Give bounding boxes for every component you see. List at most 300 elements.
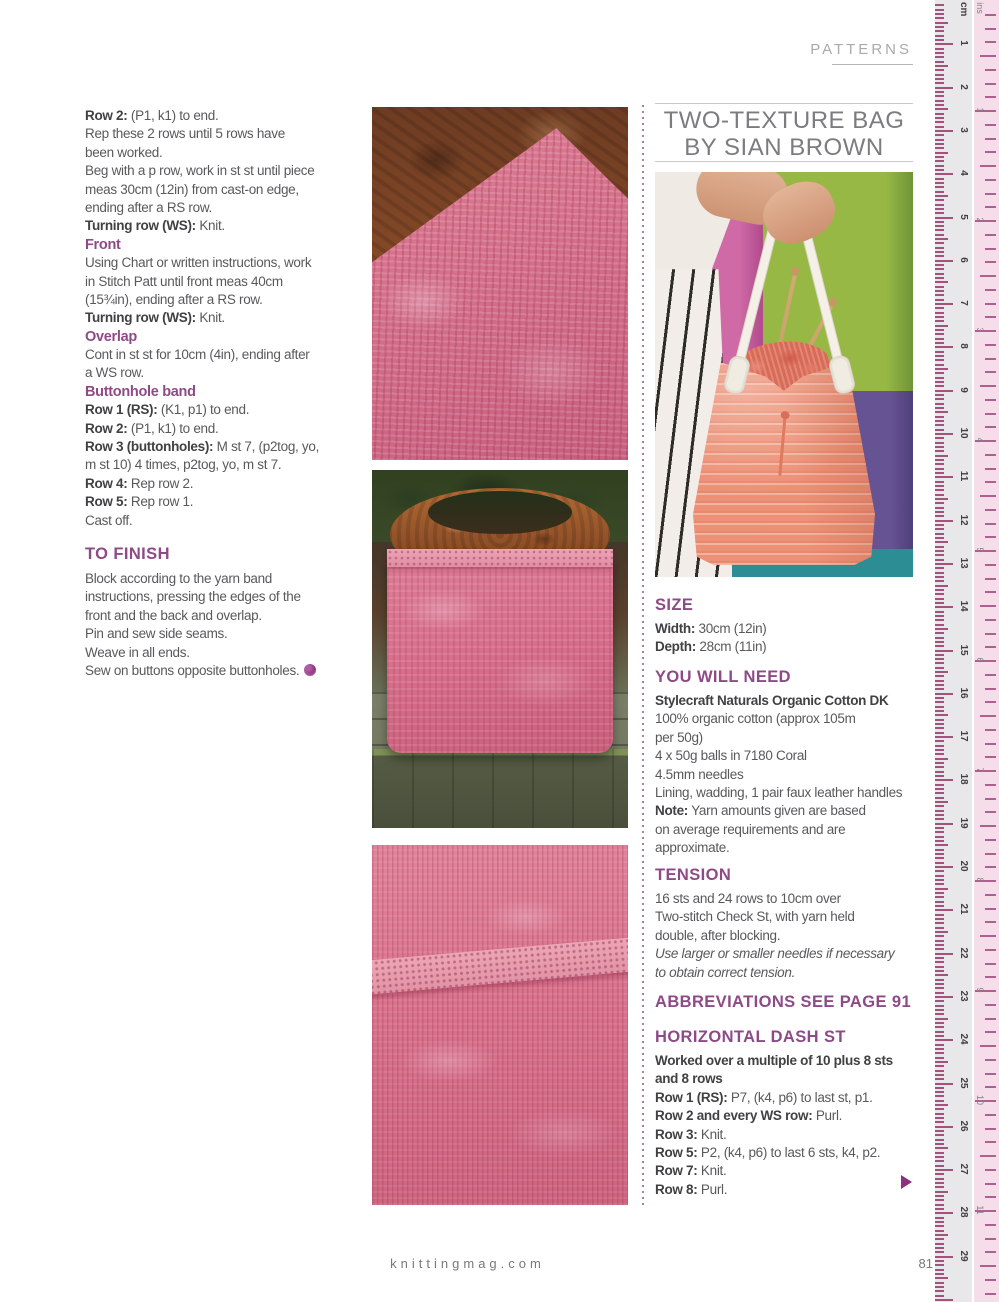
text-line: Stylecraft Naturals Organic Cotton DK	[655, 693, 889, 708]
ruler-cm-number: 29	[958, 1250, 969, 1262]
ruler-tick	[935, 165, 944, 167]
text-line: Two-stitch Check St, with yarn held	[655, 909, 855, 925]
ruler-tick	[935, 1022, 944, 1024]
ruler-dash	[985, 578, 996, 580]
ruler-tick	[935, 688, 944, 690]
ruler-tick	[935, 242, 944, 244]
ruler-inch-label: ins	[975, 2, 985, 14]
ruler-inch-number: 4	[975, 437, 985, 443]
ruler-tick	[935, 753, 944, 755]
ruler-cm-number: 12	[958, 514, 969, 526]
ruler-dash	[985, 193, 996, 195]
ruler-dash	[985, 151, 996, 153]
ruler-tick	[935, 931, 948, 933]
ruler-cm-number: 6	[958, 257, 969, 263]
text-line: and 8 rows	[655, 1071, 723, 1087]
ruler-tick	[935, 186, 944, 188]
abbreviations-section	[655, 993, 927, 1017]
ruler-tick	[935, 896, 944, 898]
ruler-dash	[985, 1238, 996, 1240]
ruler-dash	[985, 1293, 996, 1295]
ruler-tick	[935, 104, 944, 106]
ruler-dash	[985, 413, 996, 415]
ruler-dash	[985, 371, 996, 373]
section-label-rule	[832, 64, 913, 65]
ruler-tick	[935, 935, 944, 937]
ruler-tick	[935, 277, 944, 279]
ruler-cm-number: 21	[958, 903, 969, 915]
ruler-tick	[935, 1230, 944, 1232]
ruler-tick	[935, 455, 948, 457]
text-line: Pin and sew side seams.	[85, 626, 228, 642]
ruler-tick	[935, 710, 944, 712]
ruler-tick	[935, 364, 944, 366]
ruler-tick	[935, 39, 944, 41]
ruler-tick	[935, 442, 944, 444]
ruler-tick	[935, 849, 944, 851]
ruler-dash	[985, 976, 996, 978]
ruler-tick	[935, 1165, 944, 1167]
ruler-tick	[935, 602, 944, 604]
ruler-cm-number: 14	[958, 600, 969, 612]
ruler-tick	[935, 762, 944, 764]
ruler-tick	[935, 1225, 944, 1227]
ruler-tick	[935, 312, 944, 314]
ruler-inch-number: 3	[975, 327, 985, 333]
ruler-tick	[935, 113, 944, 115]
ruler-dash	[985, 41, 996, 43]
ruler-tick	[935, 996, 953, 998]
ruler-tick	[935, 853, 944, 855]
text-line: front and the back and overlap.	[85, 607, 262, 623]
ruler-tick	[935, 255, 944, 257]
ruler-tick	[935, 870, 944, 872]
ruler-tick	[935, 901, 944, 903]
ruler-dash	[985, 426, 996, 428]
ruler-tick	[935, 9, 944, 11]
ruler-tick	[935, 130, 953, 132]
ruler-tick	[935, 264, 944, 266]
text-line: (15¾in), ending after a RS row.	[85, 291, 263, 307]
ruler-tick	[935, 450, 944, 452]
ruler-dash	[985, 1279, 996, 1281]
ruler-dash	[985, 481, 996, 483]
ruler-tick	[935, 940, 944, 942]
ruler-tick	[935, 1026, 944, 1028]
ruler-tick	[935, 645, 944, 647]
ruler-tick	[935, 888, 948, 890]
knitted-cushion	[387, 549, 612, 753]
ruler-dash	[985, 248, 996, 250]
ruler-tick	[935, 909, 953, 911]
ruler-dash	[985, 124, 996, 126]
ruler-tick	[935, 927, 944, 929]
ruler-cm-number: 20	[958, 860, 969, 872]
ruler-tick	[935, 836, 944, 838]
ruler-tick	[935, 714, 948, 716]
ruler-tick	[935, 1013, 944, 1015]
ruler-cm-number: 11	[958, 471, 969, 482]
ruler-cm-number: 19	[958, 817, 969, 829]
ruler-tick	[935, 740, 944, 742]
ruler-tick	[935, 411, 948, 413]
text-line: Weave in all ends.	[85, 644, 190, 660]
ruler-tick	[935, 1156, 944, 1158]
ruler-tick	[935, 234, 944, 236]
ruler-cm-number: 26	[958, 1120, 969, 1132]
ruler-tick	[935, 701, 944, 703]
magazine-url: knittingmag.com	[390, 1256, 545, 1271]
ruler-tick	[935, 1199, 944, 1201]
text-line: Row 3: Knit.	[655, 1126, 727, 1142]
ruler-tick	[935, 1005, 944, 1007]
horizontal-dash-st-text	[655, 1052, 927, 1199]
ruler-tick	[935, 598, 944, 600]
ruler-tick	[935, 662, 944, 664]
ruler-tick	[935, 987, 944, 989]
ruler-tick	[935, 229, 944, 231]
ruler-tick	[935, 61, 944, 63]
ruler-tick	[935, 463, 944, 465]
ruler-tick	[935, 637, 944, 639]
ruler-tick	[935, 1130, 944, 1132]
ruler-dash	[985, 1086, 996, 1088]
ruler-tick	[935, 329, 944, 331]
ruler-tick	[935, 550, 944, 552]
text-line: Cont in st st for 10cm (4in), ending after	[85, 347, 310, 363]
ruler-tick	[935, 528, 944, 530]
ruler-tick	[935, 1251, 944, 1253]
ruler-tick	[935, 745, 944, 747]
ruler-tick	[935, 208, 944, 210]
section-label: PATTERNS	[810, 41, 912, 58]
ruler-dash	[985, 633, 996, 635]
ruler-tick	[935, 1182, 944, 1184]
ruler-tick	[935, 1035, 944, 1037]
ruler-cm-number: 16	[958, 687, 969, 699]
ruler-tick	[935, 554, 944, 556]
ruler-tick	[935, 30, 944, 32]
text-line: Front	[85, 236, 121, 253]
seed-stitch-band	[372, 937, 628, 995]
ruler-tick	[935, 814, 944, 816]
ruler-tick	[935, 87, 953, 89]
ruler-tick	[935, 922, 944, 924]
ruler-cm-number: 10	[958, 427, 969, 439]
ruler-tick	[935, 69, 944, 71]
ruler-tick	[935, 160, 944, 162]
ruler-tick	[935, 1009, 944, 1011]
ruler-tick	[935, 797, 944, 799]
ruler-tick	[935, 970, 944, 972]
ruler-tick	[935, 481, 944, 483]
ruler-tick	[935, 1087, 944, 1089]
ruler-tick	[935, 294, 944, 296]
ruler-tick	[935, 173, 953, 175]
ruler-tick	[935, 121, 944, 123]
ruler-tick	[935, 299, 944, 301]
ruler-tick	[935, 641, 944, 643]
ruler-tick	[935, 472, 944, 474]
horizontal-dash-st-section	[655, 1028, 927, 1199]
ruler-tick	[935, 1018, 948, 1020]
ruler-dash	[985, 69, 996, 71]
text-line: Cast off.	[85, 512, 133, 528]
ruler-dash	[985, 358, 996, 360]
coral-knitted-bag	[691, 362, 877, 565]
ruler-tick	[935, 727, 944, 729]
ruler-cm-label: cm	[958, 2, 969, 17]
text-line: meas 30cm (12in) from cast-on edge,	[85, 181, 299, 197]
ruler-tick	[935, 697, 944, 699]
pattern-title-line2: BY SIAN BROWN	[684, 134, 884, 161]
to-finish-heading: TO FINISH	[85, 544, 170, 563]
ruler-tick	[935, 17, 944, 19]
ruler-dash	[980, 275, 996, 277]
ruler-tick	[935, 992, 944, 994]
ruler-dash	[985, 701, 996, 703]
ruler-dash	[980, 825, 996, 827]
ruler-dash	[980, 165, 996, 167]
ruler-tick	[935, 494, 944, 496]
ruler-cm-number: 3	[958, 127, 969, 133]
ruler-tick	[935, 541, 948, 543]
ruler-dash	[980, 935, 996, 937]
ruler-dash	[985, 1224, 996, 1226]
text-line: Row 2: (P1, k1) to end.	[85, 108, 219, 123]
ruler-dash	[980, 715, 996, 717]
ruler-dash	[985, 908, 996, 910]
text-line: Row 2: (P1, k1) to end.	[85, 420, 219, 436]
ruler-tick	[935, 1083, 953, 1085]
ruler-tick	[935, 325, 948, 327]
ruler-tick	[935, 91, 944, 93]
ruler-tick	[935, 559, 944, 561]
ruler-tick	[935, 398, 944, 400]
ruler-tick	[935, 615, 944, 617]
ruler-dash	[985, 509, 996, 511]
ruler-tick	[935, 52, 944, 54]
ruler-tick	[935, 801, 948, 803]
ruler-tick	[935, 126, 944, 128]
ruler-dash	[980, 55, 996, 57]
ruler-tick	[935, 238, 948, 240]
size-text	[655, 620, 927, 657]
ruler-tick	[935, 736, 953, 738]
ruler-dash	[985, 344, 996, 346]
ruler-tick	[935, 515, 944, 517]
text-line: Lining, wadding, 1 pair faux leather handles	[655, 784, 903, 800]
ruler-tick	[935, 1039, 953, 1041]
ruler-tick	[935, 100, 944, 102]
ruler-tick	[935, 775, 944, 777]
text-line: on average requirements and are	[655, 821, 846, 837]
ruler-tick	[935, 372, 944, 374]
ruler-tick	[935, 13, 944, 15]
ruler-dash	[985, 1073, 996, 1075]
text-line: approximate.	[655, 840, 730, 856]
ruler-dash	[985, 399, 996, 401]
ruler-tick	[935, 974, 948, 976]
ruler-tick	[935, 260, 953, 262]
ruler-tick	[935, 403, 944, 405]
ruler-tick	[935, 771, 944, 773]
ruler-tick	[935, 1195, 944, 1197]
ruler-dash	[985, 14, 996, 16]
text-line: Buttonhole band	[85, 383, 196, 400]
ruler-dash	[985, 756, 996, 758]
ruler-tick	[935, 1221, 944, 1223]
ruler-tick	[935, 178, 944, 180]
ruler-tick	[935, 1052, 944, 1054]
ruler-tick	[935, 840, 944, 842]
ruler-tick	[935, 671, 948, 673]
ruler-cm-number: 24	[958, 1033, 969, 1045]
yarn-ball-icon	[304, 664, 316, 676]
ruler-dash	[985, 1114, 996, 1116]
ruler-tick	[935, 857, 944, 859]
ruler-tick	[935, 862, 944, 864]
text-line: Row 4: Rep row 2.	[85, 475, 194, 491]
text-line: Use larger or smaller needles if necessary	[655, 946, 895, 962]
bench-front	[372, 749, 628, 828]
ruler-cm-number: 4	[958, 170, 969, 176]
ruler-tick	[935, 827, 944, 829]
ruler-dash	[985, 454, 996, 456]
ruler-dash	[985, 1059, 996, 1061]
ruler-dash	[985, 591, 996, 593]
ruler-tick	[935, 693, 953, 695]
ruler-tick	[935, 658, 944, 660]
page-number: 81	[918, 1256, 933, 1271]
ruler-tick	[935, 1126, 953, 1128]
ruler-tick	[935, 650, 953, 652]
ruler-cm-number: 7	[958, 300, 969, 306]
ruler-tick	[935, 268, 944, 270]
ruler-tick	[935, 654, 944, 656]
ruler-tick	[935, 593, 944, 595]
size-section	[655, 596, 927, 657]
ruler-tick	[935, 290, 944, 292]
text-line: 4 x 50g balls in 7180 Coral	[655, 748, 807, 764]
ruler-inch-band	[972, 0, 999, 1302]
ruler-tick	[935, 95, 944, 97]
ruler-dash	[980, 495, 996, 497]
ruler-tick	[935, 303, 953, 305]
text-line: Worked over a multiple of 10 plus 8 sts	[655, 1053, 893, 1068]
text-line: a WS row.	[85, 365, 144, 381]
ruler-tick	[935, 420, 944, 422]
text-line: Sew on buttons opposite buttonholes.	[85, 662, 367, 680]
ruler-dash	[980, 605, 996, 607]
ruler-inch-number: 11	[975, 1205, 985, 1215]
ruler-tick	[935, 983, 944, 985]
you-will-need-heading: YOU WILL NEED	[655, 668, 791, 686]
ruler-tick	[935, 706, 944, 708]
text-line: Block according to the yarn band	[85, 570, 273, 586]
text-line: Row 1 (RS): (K1, p1) to end.	[85, 402, 250, 418]
ruler-tick	[935, 723, 944, 725]
ruler-tick	[935, 182, 944, 184]
ruler-tick	[935, 1260, 944, 1262]
ruler-cm-number: 28	[958, 1206, 969, 1218]
ruler-dash	[985, 798, 996, 800]
ruler-dash	[985, 83, 996, 85]
ruler-tick	[935, 766, 944, 768]
ruler-cm-number: 1	[958, 40, 969, 47]
ruler-dash	[985, 316, 996, 318]
ruler-tick	[935, 307, 944, 309]
to-finish-text	[85, 570, 367, 680]
ruler-dash	[985, 536, 996, 538]
ruler-tick	[935, 675, 944, 677]
ruler-tick	[935, 520, 953, 522]
ruler-tick	[935, 1044, 944, 1046]
ruler-tick	[935, 1295, 944, 1297]
ruler-dash	[985, 784, 996, 786]
ruler-dash	[985, 1196, 996, 1198]
ruler-tick	[935, 611, 944, 613]
ruler-tick	[935, 533, 944, 535]
ruler-inch-number: 10	[975, 1094, 985, 1105]
ruler-tick	[935, 1273, 944, 1275]
ruler-tick	[935, 143, 944, 145]
ruler-tick	[935, 680, 944, 682]
ruler-dash	[985, 468, 996, 470]
ruler-tick	[935, 191, 944, 193]
ruler-tick	[935, 966, 944, 968]
ruler-tick	[935, 286, 944, 288]
ruler-tick	[935, 225, 944, 227]
ruler-tick	[935, 147, 944, 149]
ruler-cm-number: 27	[958, 1163, 969, 1175]
ruler-tick	[935, 134, 944, 136]
ruler-tick	[935, 1277, 948, 1279]
ruler-tick	[935, 424, 944, 426]
ruler-tick	[935, 199, 944, 201]
ruler-tick	[935, 507, 944, 509]
pattern-title-line1: TWO-TEXTURE BAG	[663, 107, 905, 134]
ruler-tick	[935, 156, 944, 158]
text-line: been worked.	[85, 144, 163, 160]
ruler	[935, 0, 999, 1302]
ruler-tick	[935, 338, 944, 340]
ruler-dash	[985, 894, 996, 896]
ruler-dash	[985, 206, 996, 208]
ruler-cm-number: 17	[958, 730, 969, 742]
ruler-tick	[935, 342, 944, 344]
you-will-need-section	[655, 668, 927, 858]
ruler-tick	[935, 65, 948, 67]
ruler-tick	[935, 1091, 944, 1093]
ruler-tick	[935, 914, 944, 916]
ruler-tick	[935, 589, 944, 591]
ruler-dash	[985, 949, 996, 951]
ruler-cm-number: 15	[958, 643, 969, 656]
ruler-tick	[935, 489, 944, 491]
ruler-tick	[935, 957, 944, 959]
text-line: Row 5: P2, (k4, p6) to last 6 sts, k4, p2.	[655, 1144, 881, 1160]
ruler-dash	[985, 1183, 996, 1185]
ruler-dash	[980, 1155, 996, 1157]
ruler-tick	[935, 368, 948, 370]
ruler-dash	[985, 921, 996, 923]
ruler-cm-number: 22	[958, 947, 969, 959]
ruler-cm-number: 9	[958, 386, 969, 393]
ruler-tick	[935, 1247, 944, 1249]
ruler-tick	[935, 273, 944, 275]
you-will-need-text	[655, 692, 927, 858]
